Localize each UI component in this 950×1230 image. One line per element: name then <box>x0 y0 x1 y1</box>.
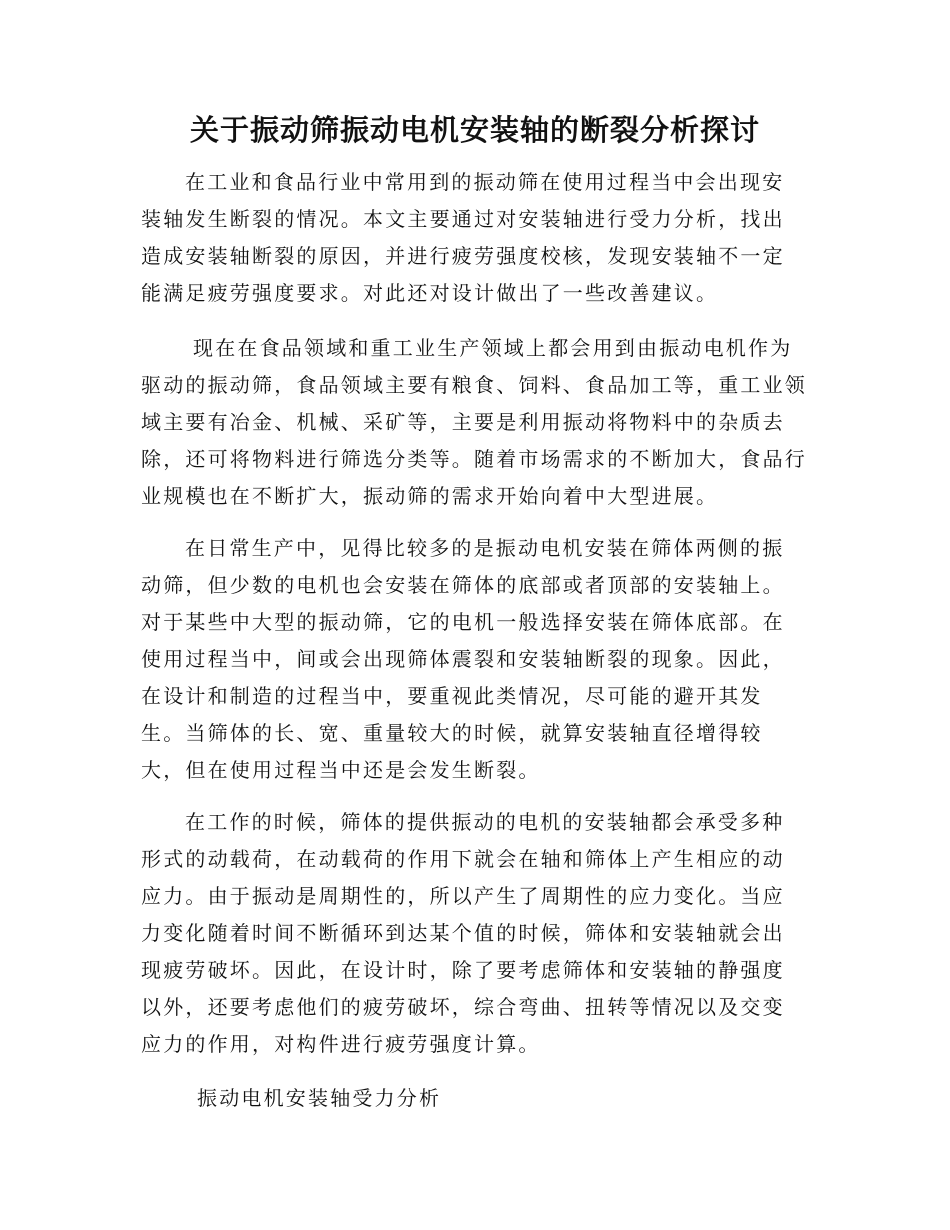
paragraph-introduction: 现在在食品领域和重工业生产领域上都会用到由振动电机作为驱动的振动筛，食品领域主要有粮食、饲料、食品加工等，重工业领域主要有冶金、机械、采矿等，主要是利用振动将物料中的杂质去除，还可将物料进行筛选分类等。随着市场需求的不断加大，食品行业规模也在不断扩大，振动筛的需求开始向着中大型进展。 <box>141 336 807 508</box>
paragraph-abstract: 在工业和食品行业中常用到的振动筛在使用过程当中会出现安装轴发生断裂的情况。本文主要通过对安装轴进行受力分析，找出造成安装轴断裂的原因，并进行疲劳强度校核，发现安装轴不一定能满足疲劳强度要求。对此还对设计做出了一些改善建议。 <box>141 170 785 305</box>
section-heading: 振动电机安装轴受力分析 <box>197 1086 442 1110</box>
paragraph-fatigue: 在工作的时候，筛体的提供振动的电机的安装轴都会承受多种形式的动载荷，在动载荷的作用下就会在轴和筛体上产生相应的动应力。由于振动是周期性的，所以产生了周期性的应力变化。当应力变化随着时间不断循环到达某个值的时候，筛体和安装轴就会出现疲劳破坏。因此，在设计时，除了要考虑筛体和安装轴的静强度以外，还要考虑他们的疲劳破坏，综合弯曲、扭转等情况以及交变应力的作用，对构件进行疲劳强度计算。 <box>141 810 785 1056</box>
document-title: 关于振动筛振动电机安装轴的断裂分析探讨 <box>189 113 760 147</box>
paragraph-production: 在日常生产中，见得比较多的是振动电机安装在筛体两侧的振动筛，但少数的电机也会安装在筛体的底部或者顶部的安装轴上。对于某些中大型的振动筛，它的电机一般选择安装在筛体底部。在使用过程当中，间或会出现筛体震裂和安装轴断裂的现象。因此，在设计和制造的过程当中，要重视此类情况，尽可能的避开其发生。当筛体的长、宽、重量较大的时候，就算安装轴直径增得较大，但在使用过程当中还是会发生断裂。 <box>141 536 785 782</box>
